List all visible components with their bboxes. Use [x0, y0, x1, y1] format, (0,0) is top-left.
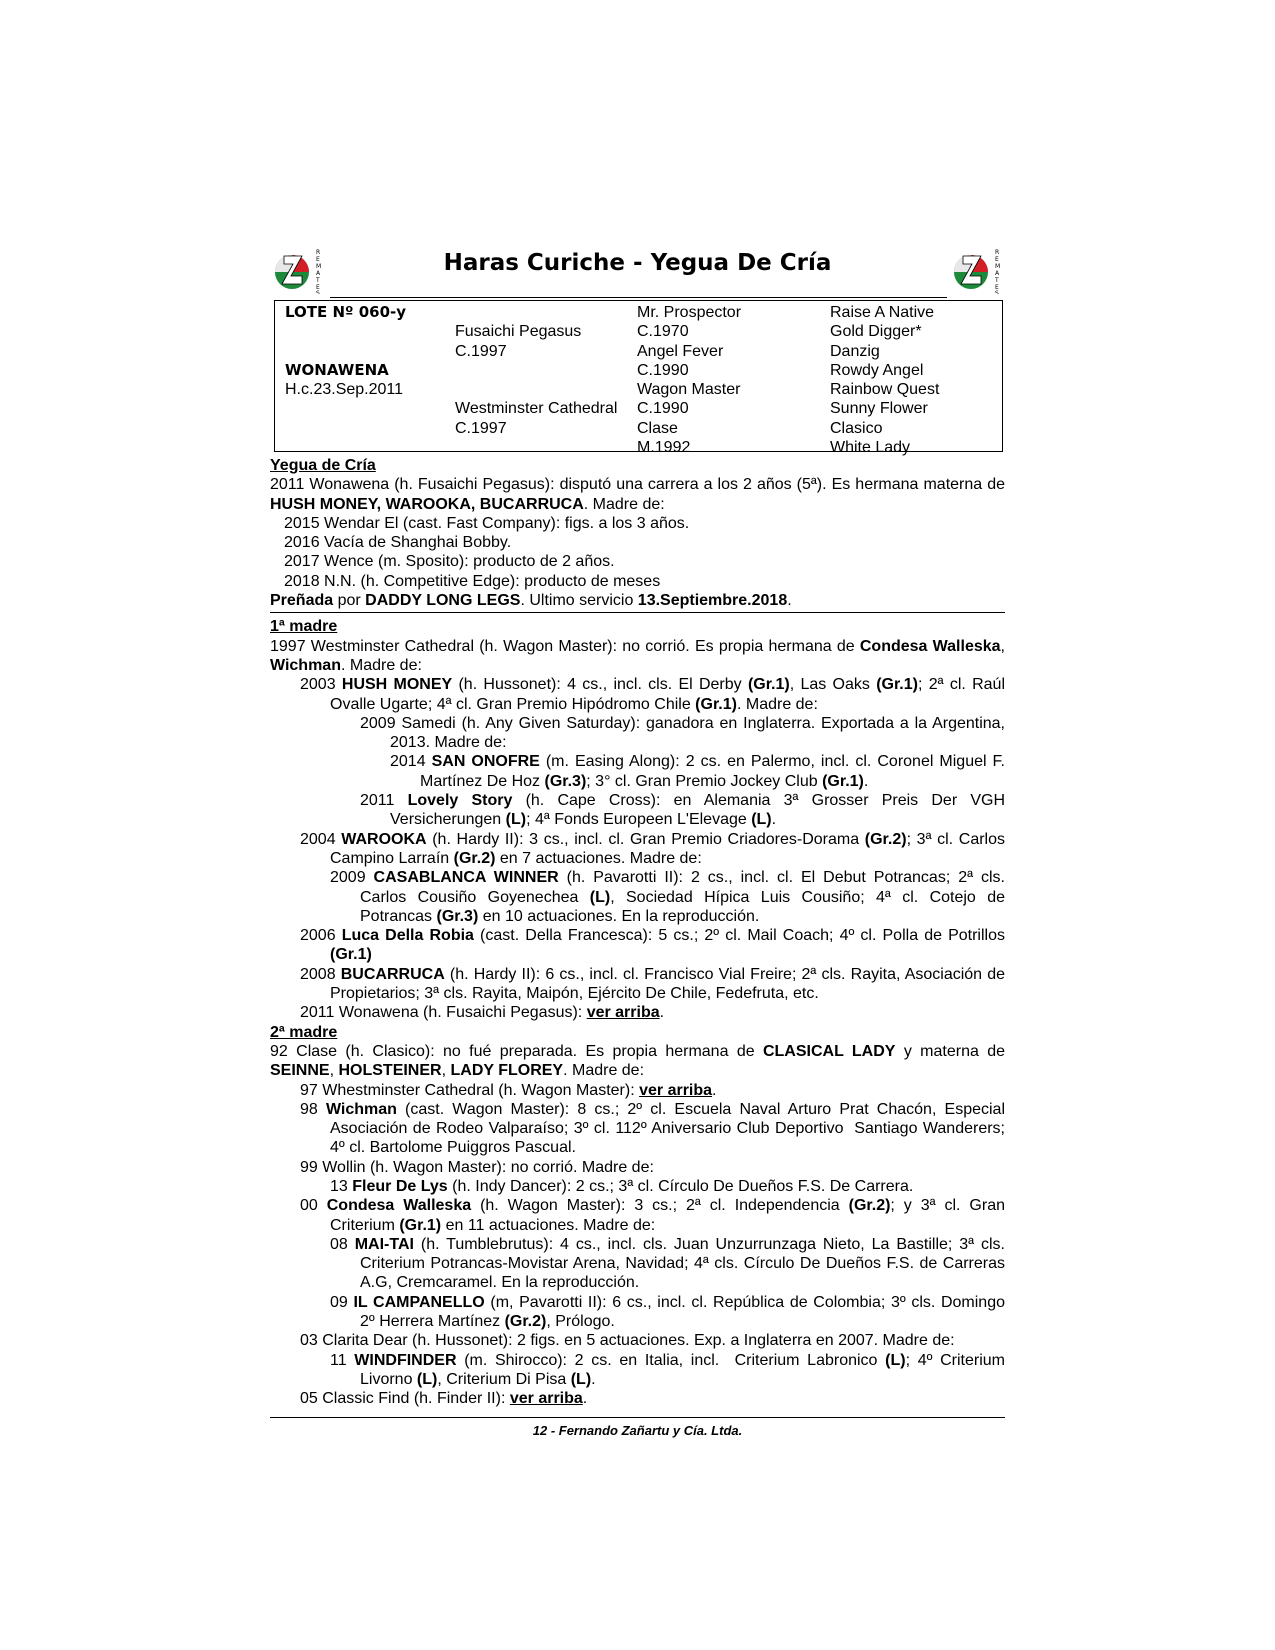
list-item: 13 Fleur De Lys (h. Indy Dancer): 2 cs.; 3ª cl. Círculo De Dueños F.S. De Carrera.: [330, 1177, 914, 1195]
svg-text:S: S: [316, 290, 320, 294]
sire: Fusaichi Pegasus: [455, 323, 582, 341]
svg-text:E: E: [316, 256, 320, 263]
list-item: 2016 Vacía de Shanghai Bobby.: [284, 534, 512, 552]
pedigree-col-great-grandparents: Raise A Native Gold Digger* Danzig Rowdy Angel Rainbow Quest Sunny Flower Clasico White Lady: [830, 304, 940, 457]
pedigree-table: [274, 300, 1003, 457]
footer-divider: [270, 1417, 1005, 1418]
list-item: 99 Wollin (h. Wagon Master): no corrió. Madre de:: [300, 1158, 654, 1176]
svg-text:T: T: [316, 277, 320, 284]
list-item: 00 Condesa Walleska (h. Wagon Master): 3 cs.; 2ª cl. Independencia (Gr.2); y 3ª cl. Gran Criterium (Gr.1) en 11 actuaciones. Madre de:: [300, 1197, 1006, 1234]
pedigree-col-horse: [285, 303, 406, 399]
list-item: 2017 Wence (m. Sposito): producto de 2 años.: [284, 553, 615, 571]
paragraph: 1997 Westminster Cathedral (h. Wagon Master): no corrió. Es propia hermana de Condesa Walleska, Wichman. Madre de:: [270, 637, 1005, 674]
title-underline: [330, 297, 947, 298]
list-item: 08 MAI-TAI (h. Tumblebrutus): 4 cs., incl. cls. Juan Unzurrunzaga Nieto, La Bastille; 3ª cls. Criterium Potrancas-Movistar Arena, Navidad; 4ª cls. Círculo De Dueños F.S. de Carreras A.G, Cremcaramel. En la reproducción.: [330, 1235, 1005, 1292]
page-title: Haras Curiche - Yegua De Cría: [443, 250, 832, 276]
list-item: 2014 SAN ONOFRE (m. Easing Along): 2 cs. en Palermo, incl. cl. Coronel Miguel F. Martínez De Hoz (Gr.3); 3° cl. Gran Premio Jockey Club (Gr.1).: [390, 753, 1005, 790]
svg-text:R: R: [316, 249, 321, 256]
svg-text:T: T: [995, 277, 999, 284]
header: [270, 242, 1005, 298]
pedigree-col-grandparents: Mr. Prospector C.1970 Angel Fever C.1990 Wagon Master C.1990 Clase M.1992: [637, 304, 742, 457]
list-item: 2018 N.N. (h. Competitive Edge): producto de meses: [284, 572, 661, 590]
remates-logo: [272, 246, 324, 294]
svg-text:S: S: [995, 290, 999, 294]
section-heading-1a-madre: 1ª madre: [270, 618, 338, 636]
svg-text:E: E: [995, 284, 999, 291]
svg-text:A: A: [995, 270, 1000, 277]
ver-arriba-link[interactable]: ver arriba: [639, 1081, 713, 1099]
list-item: 05 Classic Find (h. Finder II): ver arriba.: [300, 1390, 588, 1408]
remates-logo: [951, 246, 1003, 294]
paragraph: 92 Clase (h. Clasico): no fué preparada. Es propia hermana de CLASICAL LADY y materna de SEINNE, HOLSTEINER, LADY FLOREY. Madre de:: [270, 1042, 1006, 1080]
pedigree-col-parents: Fusaichi Pegasus C.1997 Westminster Cathedral C.1997: [455, 323, 618, 437]
list-item: 2003 HUSH MONEY (h. Hussonet): 4 cs., incl. cls. El Derby (Gr.1), Las Oaks (Gr.1); 2ª cl. Raúl Ovalle Ugarte; 4ª cl. Gran Premio Hipódromo Chile (Gr.1). Madre de:: [300, 676, 1006, 713]
pregnancy-line: Preñada por DADDY LONG LEGS. Ultimo servicio 13.Septiembre.2018.: [270, 592, 792, 610]
svg-text:M: M: [995, 263, 1001, 270]
lot-number: LOTE Nº 060-y: [285, 303, 407, 321]
section-heading-yegua: Yegua de Cría: [270, 457, 376, 474]
paragraph: 2011 Wonawena (h. Fusaichi Pegasus): disputó una carrera a los 2 años (5ª). Es hermana materna de HUSH MONEY, WAROOKA, BUCARRUCA. Madre de:: [270, 476, 1005, 513]
list-item: 03 Clarita Dear (h. Hussonet): 2 figs. en 5 actuaciones. Exp. a Inglaterra en 2007. Madre de:: [300, 1332, 955, 1350]
ver-arriba-link[interactable]: ver arriba: [586, 1004, 660, 1022]
section-heading-2a-madre: 2ª madre: [270, 1023, 338, 1041]
list-item: 2015 Wendar El (cast. Fast Company): figs. a los 3 años.: [284, 514, 690, 532]
horse-name: WONAWENA: [285, 360, 389, 379]
svg-text:R: R: [995, 249, 1000, 256]
section-divider: [270, 612, 1005, 613]
svg-text:A: A: [316, 270, 321, 277]
list-item: 2004 WAROOKA (h. Hardy II): 3 cs., incl. cl. Gran Premio Criadores-Dorama (Gr.2); 3ª cl. Carlos Campino Larraín (Gr.2) en 7 actuaciones. Madre de:: [300, 830, 1006, 867]
dam: Westminster Cathedral: [455, 400, 618, 418]
list-item: 2009 Samedi (h. Any Given Saturday): ganadora en Inglaterra. Exportada a la Argentina, 2013. Madre de:: [360, 714, 1005, 752]
ver-arriba-link[interactable]: ver arriba: [509, 1390, 583, 1408]
list-item: 2011 Wonawena (h. Fusaichi Pegasus): ver arriba.: [300, 1004, 665, 1022]
list-item: 2009 CASABLANCA WINNER (h. Pavarotti II): 2 cs., incl. cl. El Debut Potrancas; 2ª cls. Carlos Cousiño Goyenechea (L), Sociedad Hípica Luis Cousiño; 4ª cl. Cotejo de Potrancas (Gr.3) en 10 actuaciones. En la reproducción.: [330, 869, 1005, 925]
list-item: 2006 Luca Della Robia (cast. Della Francesca): 5 cs.; 2º cl. Mail Coach; 4º cl. Polla de Potrillos (Gr.1): [300, 927, 1005, 964]
list-item: 09 IL CAMPANELLO (m, Pavarotti II): 6 cs., incl. cl. República de Colombia; 3º cls. Domingo 2º Herrera Martínez (Gr.2), Prólogo.: [330, 1293, 1006, 1331]
horse-birth: H.c.23.Sep.2011: [285, 381, 404, 399]
list-item: 11 WINDFINDER (m. Shirocco): 2 cs. en Italia, incl. Criterium Labronico (L); 4º Criterium Livorno (L), Criterium Di Pisa (L).: [330, 1351, 1005, 1388]
svg-text:E: E: [316, 284, 320, 291]
document-page: [270, 242, 1005, 1438]
svg-text:E: E: [995, 256, 999, 263]
svg-text:M: M: [316, 263, 322, 270]
list-item: 98 Wichman (cast. Wagon Master): 8 cs.; 2º cl. Escuela Naval Arturo Prat Chacón, Especial Asociación de Rodeo Valparaíso; 3º cl. 112º Aniversario Club Deportivo Santiago Wanderers; 4º cl. Bartolome Puiggros Pascual.: [300, 1100, 1005, 1157]
list-item: 97 Whestminster Cathedral (h. Wagon Master): ver arriba.: [300, 1081, 717, 1099]
document-body: [270, 456, 1005, 1409]
list-item: 2008 BUCARRUCA (h. Hardy II): 6 cs., incl. cl. Francisco Vial Freire; 2ª cls. Rayita, Asociación de Propietarios; 3ª cls. Rayita, Maipón, Ejército De Chile, Fedefruta, etc.: [300, 965, 1006, 1003]
page-footer: 12 - Fernando Zañartu y Cía. Ltda.: [532, 1422, 743, 1438]
list-item: 2011 Lovely Story (h. Cape Cross): en Alemania 3ª Grosser Preis Der VGH Versicherungen (L); 4ª Fonds Europeen L'Elevage (L).: [360, 792, 1006, 829]
